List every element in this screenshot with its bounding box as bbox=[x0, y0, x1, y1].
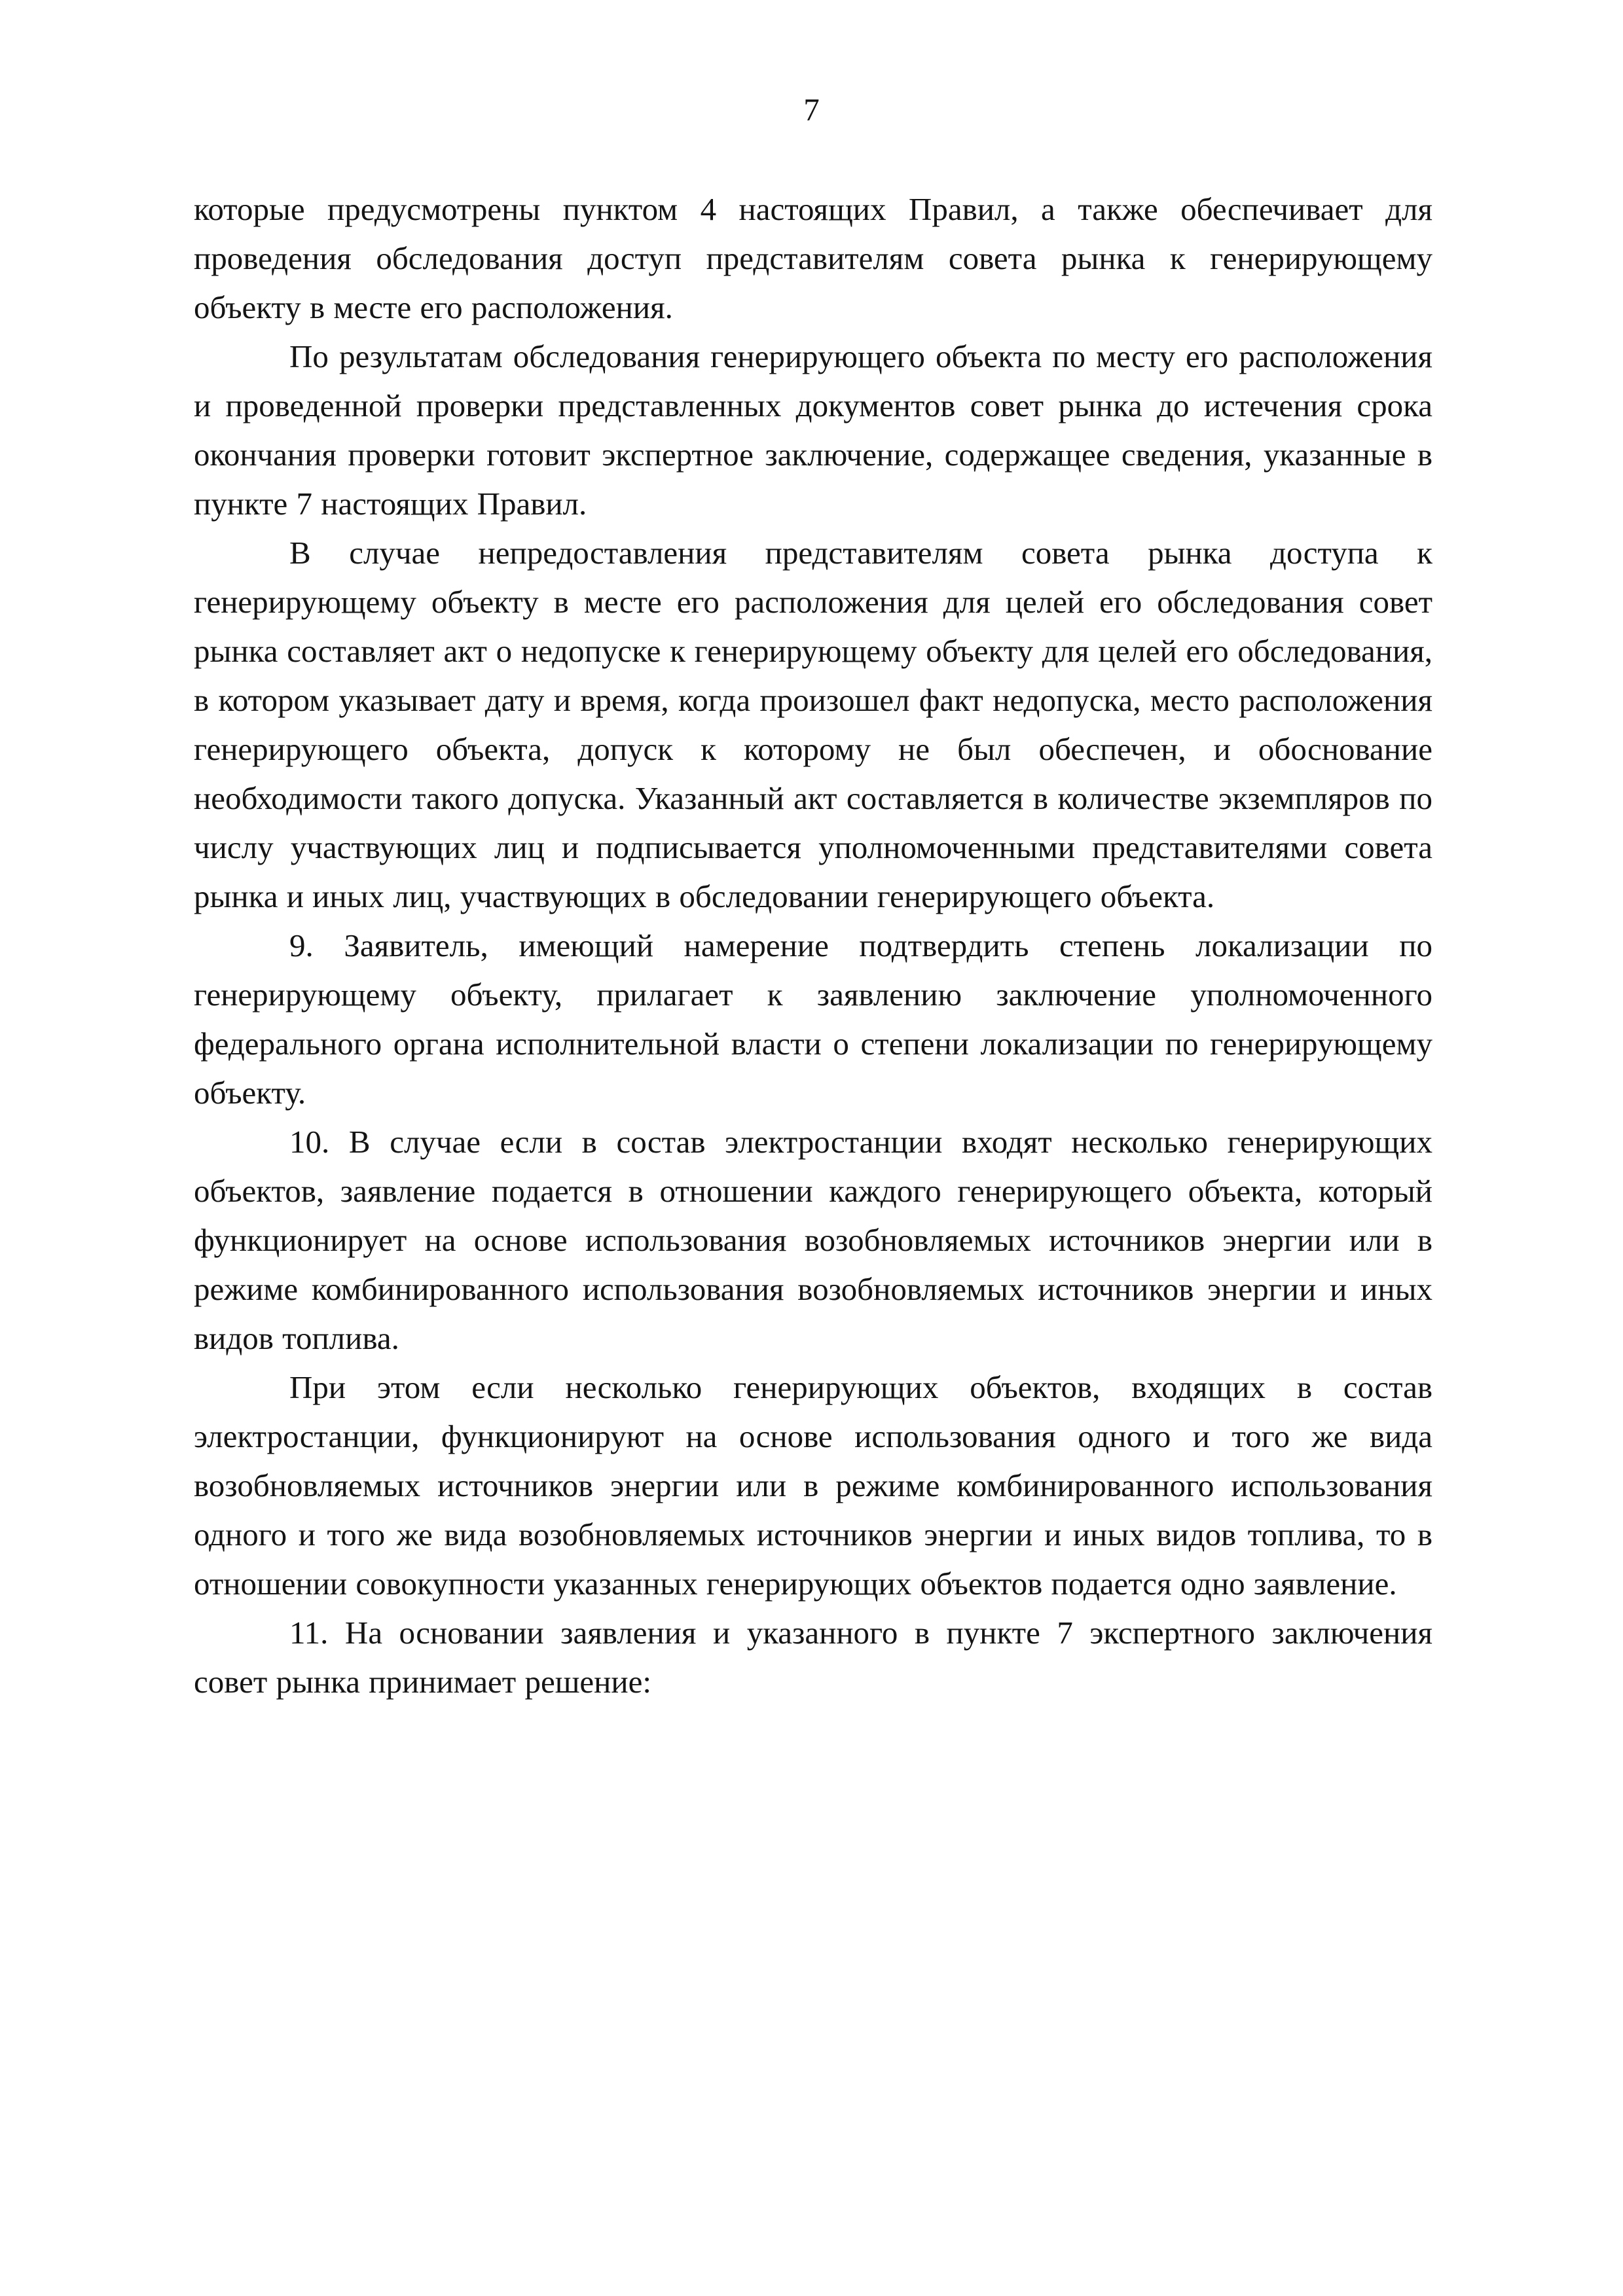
paragraph: При этом если несколько генерирующих объектов, входящих в состав электростанции, функционируют на основе использования одного и того же вида возобновляемых источников энергии или в режиме комбинированного использования одного и того же вида возобновляемых источников энергии и иных видов топлива, то в отношении совокупности указанных генерирующих объектов подается одно заявление. bbox=[194, 1369, 1432, 1602]
paragraph: которые предусмотрены пунктом 4 настоящих Правил, а также обеспечивает для проведения обследования доступ представителям совета рынка к генерирующему объекту в месте его расположения. bbox=[194, 191, 1432, 325]
paragraph: 11. На основании заявления и указанного в пункте 7 экспертного заключения совет рынка принимает решение: bbox=[194, 1615, 1432, 1700]
paragraph: 9. Заявитель, имеющий намерение подтвердить степень локализации по генерирующему объекту, прилагает к заявлению заключение уполномоченного федерального органа исполнительной власти о степени локализации по генерирующему объекту. bbox=[194, 927, 1432, 1111]
paragraph: В случае непредоставления представителям совета рынка доступа к генерирующему объекту в месте его расположения для целей его обследования совет рынка составляет акт о недопуске к генерирующему объекту для целей его обследования, в котором указывает дату и время, когда произошел факт недопуска, место расположения генерирующего объекта, допуск к которому не был обеспечен, и обоснование необходимости такого допуска. Указанный акт составляется в количестве экземпляров по числу участвующих лиц и подписывается уполномоченными представителями совета рынка и иных лиц, участвующих в обследовании генерирующего объекта. bbox=[194, 535, 1432, 914]
page-number: 7 bbox=[803, 92, 820, 128]
paragraph: 10. В случае если в состав электростанции входят несколько генерирующих объектов, заявление подается в отношении каждого генерирующего объекта, который функционирует на основе использования возобновляемых источников энергии или в режиме комбинированного использования возобновляемых источников энергии и иных видов топлива. bbox=[194, 1124, 1432, 1356]
paragraph: По результатам обследования генерирующего объекта по месту его расположения и проведенной проверки представленных документов совет рынка до истечения срока окончания проверки готовит экспертное заключение, содержащее сведения, указанные в пункте 7 настоящих Правил. bbox=[194, 338, 1432, 522]
document-text-block bbox=[194, 185, 1432, 1706]
